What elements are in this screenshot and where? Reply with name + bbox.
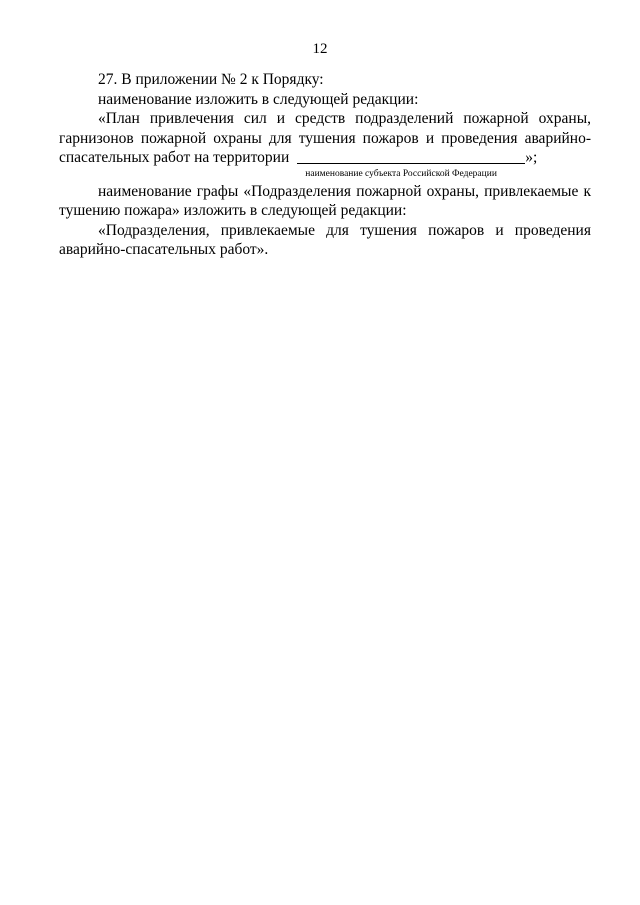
document-body (59, 70, 591, 260)
page-number: 12 (312, 41, 328, 57)
blank-caption: наименование субъекта Российской Федерации (305, 169, 497, 179)
blank-underline (297, 163, 525, 164)
paragraph-column-rename: наименование графы «Подразделения пожарной охраны, привлекаемые к тушению пожара» изложить в следующей редакции: (59, 182, 591, 219)
closing-quote: »; (525, 149, 538, 166)
paragraph-item-27: 27. В приложении № 2 к Порядку: (98, 71, 324, 88)
paragraph-new-title: «План привлечения сил и средств подразделений пожарной охраны, гарнизонов пожарной охраны для тушения пожаров и проведения аварийно- (59, 110, 591, 147)
paragraph-new-column-title: «Подразделения, привлекаемые для тушения пожаров и проведения аварийно-спасательных работ». (59, 221, 591, 258)
paragraph-rename-instruction: наименование изложить в следующей редакции: (98, 90, 419, 108)
territory-text: спасательных работ на территории (59, 149, 290, 166)
territory-line (59, 148, 591, 179)
blank-field (297, 148, 525, 179)
